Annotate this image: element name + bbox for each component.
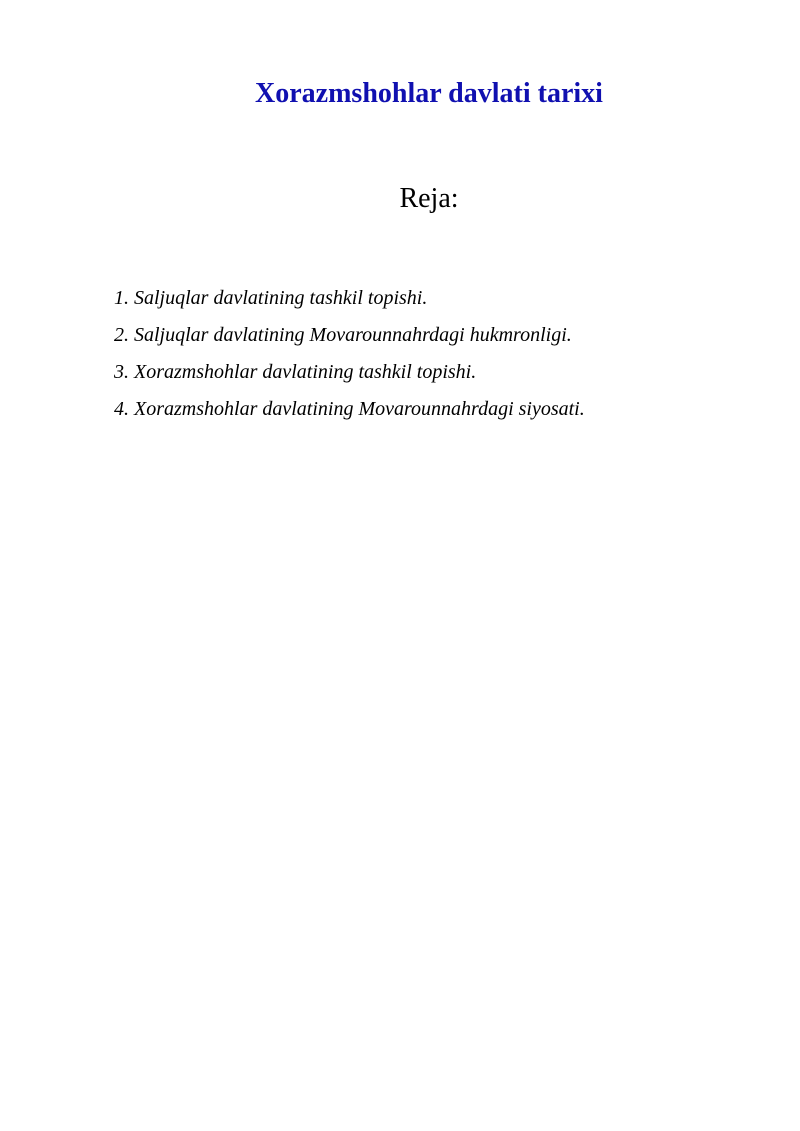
plan-item: 3. Xorazmshohlar davlatining tashkil topishi.	[114, 361, 477, 383]
plan-item: 4. Xorazmshohlar davlatining Movarounnahrdagi siyosati.	[114, 398, 585, 420]
plan-item: 1. Saljuqlar davlatining tashkil topishi.	[114, 287, 428, 309]
plan-heading: Reja:	[399, 183, 459, 214]
plan-item: 2. Saljuqlar davlatining Movarounnahrdagi hukmronligi.	[114, 324, 572, 346]
plan-list	[114, 285, 585, 433]
document-title: Xorazmshohlar davlati tarixi	[255, 78, 603, 109]
